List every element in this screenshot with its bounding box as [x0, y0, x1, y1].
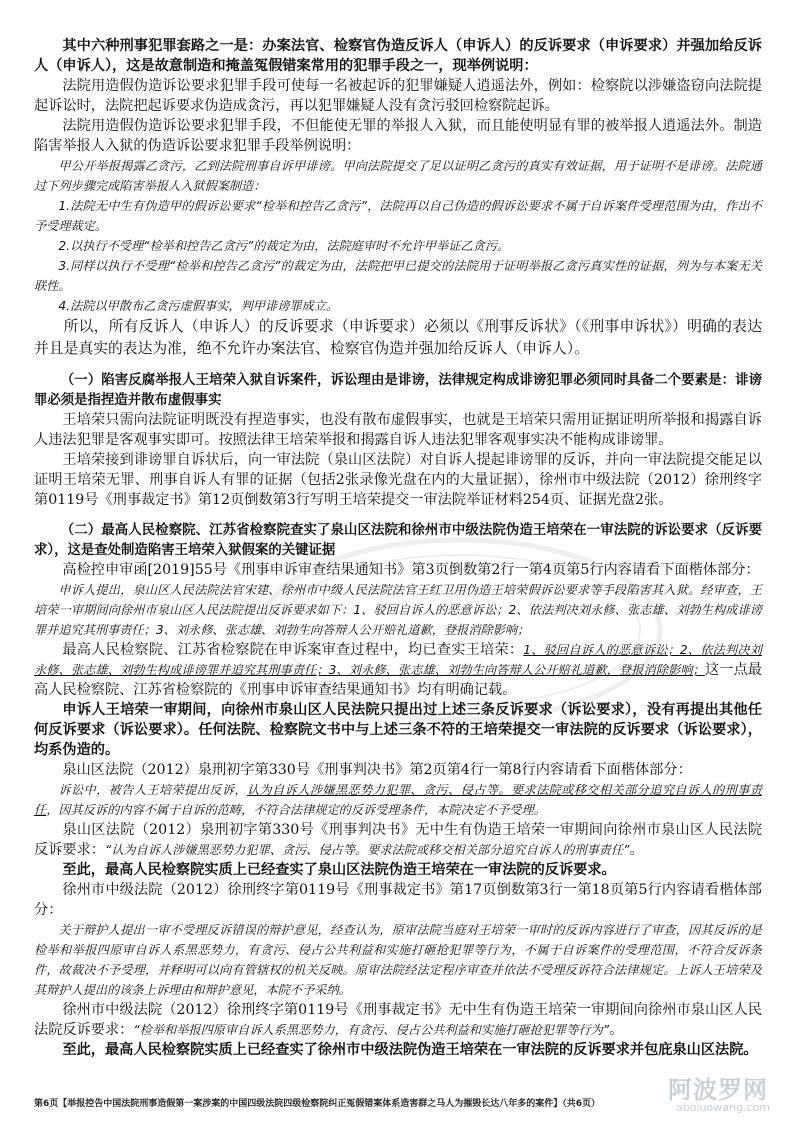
site-logo [668, 1070, 778, 1115]
quote-item: 4.法院以甲散布乙贪污虚假事实，判甲诽谤罪成立。 [58, 299, 339, 313]
paragraph: 至此，最高人民检察院实质上已经查实了泉山区法院伪造王培荣在一审法院的反诉要求。 [62, 862, 616, 878]
paragraph [34, 1000, 762, 1040]
text-run: 诉讼中，被告人王培荣提出反诉， [58, 783, 247, 797]
quote-item: 1.法院无中生有伪造甲的假诉讼要求“检举和控告乙贪污”，法院再以自己伪造的假诉讼要求不属于自诉案件受理范围为由，作出不予受理裁定。 [34, 199, 762, 233]
underlined-quote: 认为自诉人涉嫌黑恶势力犯罪、贪污、侵占等。要求法院或移交相关部分追究自诉人的刑事责任 [34, 783, 763, 817]
quote-item: 2.以执行不受理“检举和控告乙贪污”的裁定为由，法院庭审时不允许甲举证乙贪污。 [58, 239, 510, 253]
document-body [34, 36, 762, 1060]
paragraph: 泉山区法院（2012）泉刑初字第330号《刑事判决书》第2页第4行一第8行内容请看下面楷体部分： [62, 762, 692, 778]
paragraph: 其中六种刑事犯罪套路之一是：办案法官、检察官伪造反诉人（申诉人）的反诉要求（申诉要求）并强加给反诉人（申诉人），这是故意制造和掩盖冤假错案常用的犯罪手段之一，现举例说明： [34, 38, 762, 74]
quote-item: 3.同样以执行不受理“检举和控告乙贪污”的裁定为由，法院把甲已提交的法院用于证明举报乙贪污真实性的证据，列为与本案无关联性。 [34, 259, 762, 293]
quote-run: “认为自诉人涉嫌黑恶势力犯罪、贪污、侵占等。要求法院或移交相关部分追究自诉人的刑事责任” [104, 843, 630, 857]
quote-paragraph: 申诉人提出，泉山区人民法院法官宋建、徐州市中级人民法院法官王红卫用伪造王培荣假诉讼要求等手段陷害其入狱。经审查，王培荣一审期间向徐州市泉山区人民法院提出反诉要求如下：1、驳回自诉人的恶意诉讼；2、依法判决刘永修、张志雄、刘勃生构成诽谤罪并追究其刑事责任；3、刘永修、张志雄、刘勃生向答辩人公开赔礼道歉，登报消除影响； [34, 583, 762, 637]
quote-paragraph [34, 780, 762, 820]
text-run: 这一点最高人民检察院、江苏省检察院的《刑事申诉审查结果通知书》均有明确记载。 [34, 662, 762, 698]
page-footer: 第6页【举报控告中国法院刑事造假第一案涉案的中国四级法院四级检察院纠正冤假错案体系造害群之马人为摧毁长达八年多的案件】（共6页） [34, 1099, 601, 1109]
text-run: 徐州市中级法院（2012）徐刑终字第0119号《刑事裁定书》无中生有伪造王培荣一审期间向徐州市泉山区人民法院反诉要求： [34, 1002, 762, 1038]
quote-paragraph: 关于辩护人提出一审不受理反诉错误的辩护意见，经查认为，原审法院当庭对王培荣一审时的反诉内容进行了审查，因其反诉的是检举和举报四原审自诉人系黑恶势力，有贪污、侵占公共利益和实施打砸抢犯罪等行为，不属于自诉案件的受理范围，不符合反诉条件，故裁决不予受理，并释明可以向有管辖权的机关反映。原审法院经法定程序审查并依法不受理反诉符合法律规定。上诉人王培荣及其辩护人提出的该条上诉理由和辩护意见，本院不予采纳。 [34, 923, 762, 997]
section-heading: （二）最高人民检察院、江苏省检察院查实了泉山区法院和徐州市中级法院伪造王培荣在一审法院的诉讼要求（反诉要求），这是查处制造陷害王培荣入狱假案的关键证据 [34, 522, 762, 558]
quote-paragraph: 甲公开举报揭露乙贪污，乙到法院刑事自诉甲诽谤。甲向法院提交了足以证明乙贪污的真实有效证据，用于证明不是诽谤。法院通过下列步骤完成陷害举报人入狱假案制造： [34, 159, 762, 193]
paragraph: 所以，所有反诉人（申诉人）的反诉要求（申诉要求）必须以《刑事反诉状》（《刑事申诉状》）明确的表达并且是真实的表达为准，绝不允许办案法官、检察官伪造并强加给反诉人（申诉人）。 [34, 318, 762, 357]
text-run: 最高人民检察院、江苏省检察院在申诉案审查过程中，均已查实王培荣： [62, 642, 524, 658]
text-run: 泉山区法院（2012）泉刑初字第330号《刑事判决书》无中生有伪造王培荣一审期间向徐州市泉山区人民法院反诉要求： [34, 822, 762, 858]
logo-url: aboluowang.com [676, 1101, 770, 1114]
logo-title: 阿波罗网 [668, 1076, 768, 1104]
text-run: 。 [609, 1022, 624, 1038]
paragraph: 至此，最高人民检察院实质上已经查实了徐州市中级法院伪造王培荣在一审法院的反诉要求并包庇泉山区法院。 [62, 1042, 758, 1058]
text-run: ，因其反诉的内容不属于自诉的范畴，不符合法律规定的反诉受理条件，本院决定不予受理。 [46, 803, 546, 817]
paragraph [34, 820, 762, 860]
quote-run: “检举和举报四原审自诉人系黑恶势力，有贪污、侵占公共利益和实施打砸抢犯罪等行为” [133, 1023, 610, 1037]
section-heading: （一）陷害反腐举报人王培荣入狱自诉案件，诉讼理由是诽谤，法律规定构成诽谤犯罪必须同时具备二个要素是：诽谤罪必须是指捏造并散布虚假事实 [34, 372, 762, 408]
paragraph: 王培荣接到诽谤罪自诉状后，向一审法院（泉山区法院）对自诉人提起诽谤罪的反诉，并向一审法院提交能足以证明王培荣无罪、刑事自诉人有罪的证据（包括2张录像光盘在内的大量证据），徐州市中级法院（2012）徐刑终字第0119号《刑事裁定书》第12页倒数第3行写明王培荣提交一审法院举证材料254页、证据光盘2张。 [34, 452, 762, 508]
paragraph: 高检控申审函[2019]55号《刑事申诉审查结果通知书》第3页倒数第2行一第4页第5行内容请看下面楷体部分： [62, 562, 760, 578]
text-run: 。 [629, 842, 644, 858]
paragraph: 王培荣只需向法院证明既没有捏造事实，也没有散布虚假事实，也就是王培荣只需用证据证明所举报和揭露自诉人违法犯罪是客观事实即可。按照法律王培荣举报和揭露自诉人违法犯罪客观事实决不能构成诽谤罪。 [34, 412, 762, 448]
paragraph: 法院用造假伪造诉讼要求犯罪手段可使每一名被起诉的犯罪嫌疑人逍遥法外，例如：检察院以涉嫌盗窃向法院提起诉讼时，法院把起诉要求伪造成贪污，再以犯罪嫌疑人没有贪污驳回检察院起诉。 [34, 78, 762, 114]
underlined-quote: 1、驳回自诉人的恶意诉讼；2、依法判决刘永修、张志雄、刘勃生构成诽谤罪并追究其刑事责任；3、刘永修、张志雄、刘勃生向答辩人公开赔礼道歉，登报消除影响； [34, 643, 762, 677]
paragraph: 申诉人王培荣一审期间，向徐州市泉山区人民法院只提出过上述三条反诉要求（诉讼要求），没有再提出其他任何反诉要求（诉讼要求）。任何法院、检察院文书中与上述三条不符的王培荣提交一审法院的反诉要求（诉讼要求），均系伪造的。 [34, 702, 762, 758]
paragraph: 徐州市中级法院（2012）徐刑终字第0119号《刑事裁定书》第17页倒数第3行一第18页第5行内容请看楷体部分： [34, 882, 762, 918]
paragraph: 法院用造假伪造诉讼要求犯罪手段，不但能使无罪的举报人入狱，而且能使明显有罪的被举报人逍遥法外。制造陷害举报人入狱的伪造诉讼要求犯罪手段举例说明： [34, 118, 762, 154]
paragraph [34, 640, 762, 700]
